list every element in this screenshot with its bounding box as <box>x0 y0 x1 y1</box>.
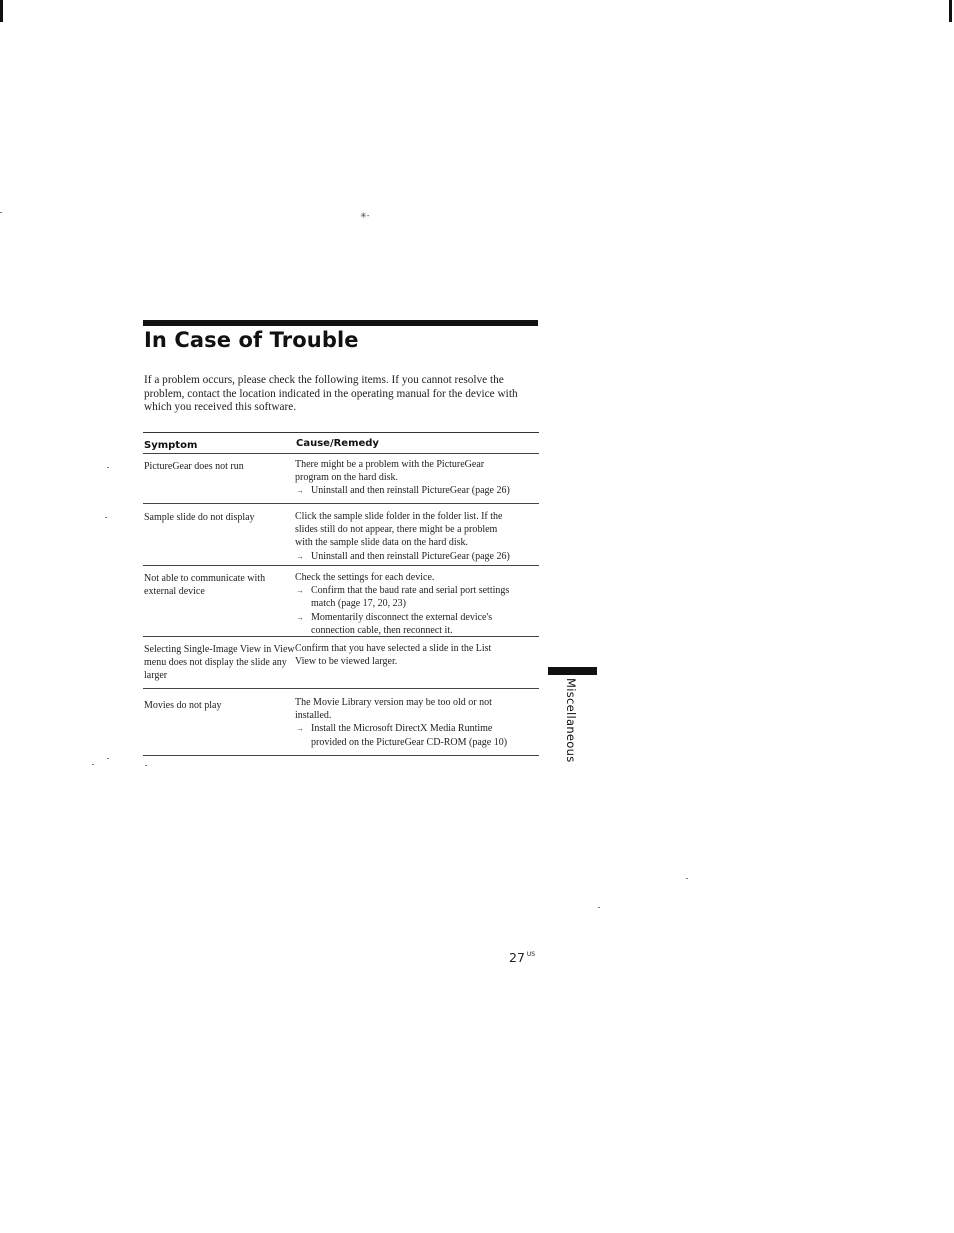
cause-cell <box>295 689 539 755</box>
symptom-cell <box>143 504 295 565</box>
cause-cell <box>295 637 539 688</box>
table-row <box>143 688 539 756</box>
table-row <box>143 565 539 636</box>
title-rule <box>143 320 538 326</box>
remedy-item <box>295 484 539 497</box>
scan-speck <box>598 907 600 908</box>
symptom-text: Sample slide do not display <box>144 512 255 523</box>
remedy-line: Install the Microsoft DirectX Media Runtime <box>311 723 493 735</box>
cause-line: with the sample slide data on the hard disk. <box>295 537 469 549</box>
table-header <box>143 433 539 453</box>
cause-line: There might be a problem with the PictureGear <box>295 459 485 470</box>
arrow-icon: → <box>296 724 304 734</box>
remedy-line: connection cable, then reconnect it. <box>311 624 453 636</box>
trouble-table <box>143 432 539 756</box>
scan-speck <box>0 212 2 213</box>
remedy-line: Confirm that the baud rate and serial port settings <box>311 585 510 597</box>
cause-line: Check the settings for each device. <box>295 572 435 583</box>
cause-cell <box>295 504 539 565</box>
remedy-line: Uninstall and then reinstall PictureGear (page 26) <box>311 485 510 497</box>
symptom-text: Selecting Single-Image View in View menu does not display the slide any larger <box>144 644 295 682</box>
remedy-item <box>295 611 539 637</box>
scan-speck <box>145 765 147 766</box>
symptom-cell <box>143 566 295 636</box>
cause-line: Click the sample slide folder in the folder list. If the <box>295 511 503 522</box>
header-cause-remedy: Cause/Remedy <box>296 438 379 449</box>
remedy-line: Uninstall and then reinstall PictureGear (page 26) <box>311 550 510 562</box>
intro-paragraph: If a problem occurs, please check the following items. If you cannot resolve the problem, contact the location indicated in the operating manual for the device with which you received this software. <box>144 374 518 413</box>
symptom-text: PictureGear does not run <box>144 461 244 472</box>
cause-line: Confirm that you have selected a slide in the List <box>295 643 492 654</box>
scan-speck <box>105 517 107 518</box>
table-row <box>143 636 539 688</box>
page-title: In Case of Trouble <box>144 328 359 352</box>
symptom-cell <box>143 689 295 755</box>
cause-line: slides still do not appear, there might be a problem <box>295 524 498 536</box>
cause-cell <box>295 454 539 503</box>
header-symptom: Symptom <box>144 439 198 451</box>
remedy-line: Momentarily disconnect the external device's <box>311 611 493 623</box>
page-region-suffix: US <box>526 951 536 958</box>
section-tab-label: Miscellaneous <box>564 678 578 763</box>
remedy-item <box>295 550 539 563</box>
page-number-value: 27 <box>509 950 525 965</box>
remedy-item <box>295 584 539 610</box>
table-row <box>143 453 539 503</box>
cause-cell <box>295 566 539 636</box>
crop-mark-right <box>949 0 952 22</box>
section-tab-bar <box>548 667 597 675</box>
registration-mark: ✳- <box>360 211 370 220</box>
arrow-icon: → <box>296 586 304 596</box>
table-row <box>143 503 539 565</box>
cause-line: program on the hard disk. <box>295 472 399 484</box>
symptom-text: Movies do not play <box>144 700 222 711</box>
crop-mark-left <box>0 0 3 22</box>
cause-line: View to be viewed larger. <box>295 656 398 668</box>
arrow-icon: → <box>296 551 304 561</box>
remedy-item <box>295 722 539 748</box>
arrow-icon: → <box>296 612 304 622</box>
arrow-icon: → <box>296 486 304 496</box>
scan-speck <box>92 764 94 765</box>
cause-line: The Movie Library version may be too old or not <box>295 697 492 708</box>
scan-speck <box>107 758 109 759</box>
symptom-text: Not able to communicate with external device <box>144 573 266 598</box>
symptom-cell <box>143 637 295 688</box>
scan-speck <box>107 467 109 468</box>
scan-speck <box>686 878 688 879</box>
remedy-line: match (page 17, 20, 23) <box>311 598 406 610</box>
remedy-line: provided on the PictureGear CD-ROM (page 10) <box>311 736 508 748</box>
symptom-cell <box>143 454 295 503</box>
cause-line: installed. <box>295 710 332 722</box>
page-number <box>509 950 535 965</box>
